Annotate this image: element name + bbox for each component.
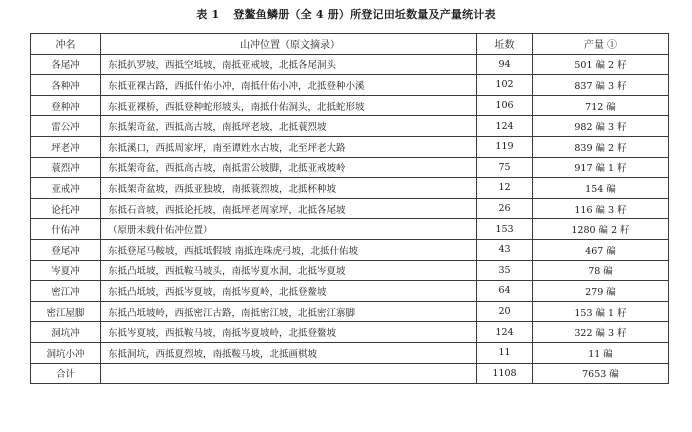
- cell-name: 各种冲: [31, 75, 101, 96]
- cell-output: 467 碥: [533, 239, 669, 260]
- table-body: [31, 54, 669, 384]
- total-cell-output: 7653 碥: [533, 363, 669, 384]
- cell-location: 东抵凸坻坡岭，西抵密江古路，南抵密江坡，北抵密江寨脚: [101, 301, 477, 322]
- table-row: [31, 157, 669, 178]
- table-row: [31, 178, 669, 199]
- cell-location: 东抵架奇盆坡，西抵亚独坡，南抵蓑烈坡，北抵杯种坡: [101, 178, 477, 199]
- cell-count: 43: [477, 239, 533, 260]
- cell-name: 密江屋脚: [31, 301, 101, 322]
- cell-count: 35: [477, 260, 533, 281]
- table-row: [31, 219, 669, 240]
- cell-output: 153 碥 1 籽: [533, 301, 669, 322]
- cell-location: 东抵石音坡，西抵论托坡，南抵坪老周家坪，北抵各尾坡: [101, 198, 477, 219]
- cell-count: 11: [477, 342, 533, 363]
- table-row: [31, 95, 669, 116]
- cell-count: 153: [477, 219, 533, 240]
- cell-output: 501 碥 2 籽: [533, 54, 669, 75]
- table-row: [31, 322, 669, 343]
- total-row: [31, 363, 669, 384]
- cell-location: 东抵凸坻坡，西抵岑夏坡，南抵岑夏岭，北抵登鳌坡: [101, 281, 477, 302]
- cell-location: 东抵洞坑，西抵夏烈坡，南抵鞍马坡，北抵画棋坡: [101, 342, 477, 363]
- cell-output: 279 碥: [533, 281, 669, 302]
- cell-count: 124: [477, 116, 533, 137]
- cell-count: 12: [477, 178, 533, 199]
- cell-count: 64: [477, 281, 533, 302]
- cell-location: 东抵架奇盆，西抵高古坡，南抵坪老坡，北抵蓑烈坡: [101, 116, 477, 137]
- header-output: 产量 ①: [533, 34, 669, 55]
- cell-output: 982 碥 3 籽: [533, 116, 669, 137]
- table-row: [31, 136, 669, 157]
- table-row: [31, 198, 669, 219]
- cell-location: 东抵岑夏坡，西抵鞍马坡，南抵岑夏坡岭，北抵登鳌坡: [101, 322, 477, 343]
- cell-name: 登种冲: [31, 95, 101, 116]
- table-row: [31, 301, 669, 322]
- cell-output: 839 碥 2 籽: [533, 136, 669, 157]
- table-row: [31, 281, 669, 302]
- table-row: [31, 75, 669, 96]
- header-count: 坵数: [477, 34, 533, 55]
- cell-output: 11 碥: [533, 342, 669, 363]
- cell-location: 东抵扒罗坡，西抵空坻坡，南抵亚戒坡，北抵各尾洞头: [101, 54, 477, 75]
- cell-name: 岑夏冲: [31, 260, 101, 281]
- cell-output: 154 碥: [533, 178, 669, 199]
- cell-location: 东抵凸坻坡，西抵鞍马坡头，南抵岑夏水洞，北抵岑夏坡: [101, 260, 477, 281]
- cell-count: 94: [477, 54, 533, 75]
- cell-location: 东抵亚裸桥，西抵登种蛇形坡头，南抵什佑洞头，北抵蛇形坡: [101, 95, 477, 116]
- cell-name: 论托冲: [31, 198, 101, 219]
- table-row: [31, 54, 669, 75]
- cell-name: 洞坑小冲: [31, 342, 101, 363]
- cell-name: 蓑烈冲: [31, 157, 101, 178]
- cell-location: 东抵亚裸古路，西抵什佑小冲，南抵什佑小冲，北抵登种小溪: [101, 75, 477, 96]
- cell-output: 116 碥 3 籽: [533, 198, 669, 219]
- cell-name: 什佑冲: [31, 219, 101, 240]
- cell-name: 洞坑冲: [31, 322, 101, 343]
- cell-location: （原册未载什佑冲位置）: [101, 219, 477, 240]
- cell-count: 106: [477, 95, 533, 116]
- cell-name: 密江冲: [31, 281, 101, 302]
- table-row: [31, 260, 669, 281]
- cell-location: 东抵架奇盆，西抵高古坡，南抵雷公坡脚，北抵亚戒坡岭: [101, 157, 477, 178]
- cell-name: 雷公冲: [31, 116, 101, 137]
- cell-name: 亚戒冲: [31, 178, 101, 199]
- header-location: 山冲位置（原文摘录）: [101, 34, 477, 55]
- cell-count: 119: [477, 136, 533, 157]
- cell-count: 75: [477, 157, 533, 178]
- cell-output: 322 碥 3 籽: [533, 322, 669, 343]
- cell-location: 东抵溪口，西抵周家坪，南至谭姓水古坡，北至坪老大路: [101, 136, 477, 157]
- cell-count: 124: [477, 322, 533, 343]
- table-row: [31, 239, 669, 260]
- header-name: 冲名: [31, 34, 101, 55]
- header-row: [31, 34, 669, 55]
- table-caption: [0, 6, 692, 22]
- caption-label: 表 1: [196, 8, 220, 21]
- total-cell-name: 合计: [31, 363, 101, 384]
- statistics-table: [30, 33, 669, 384]
- cell-output: 712 碥: [533, 95, 669, 116]
- caption-title: 登鳌鱼鳞册（全 4 册）所登记田坵数量及产量统计表: [233, 8, 496, 21]
- table-row: [31, 342, 669, 363]
- table-row: [31, 116, 669, 137]
- cell-name: 各尾冲: [31, 54, 101, 75]
- cell-count: 102: [477, 75, 533, 96]
- total-cell-location: [101, 363, 477, 384]
- cell-location: 东抵登尾马鞍坡，西抵坻假坡 南抵连珠虎弓坡，北抵什佑坡: [101, 239, 477, 260]
- cell-name: 坪老冲: [31, 136, 101, 157]
- cell-name: 登尾冲: [31, 239, 101, 260]
- cell-output: 837 碥 3 籽: [533, 75, 669, 96]
- cell-count: 26: [477, 198, 533, 219]
- cell-output: 917 碥 1 籽: [533, 157, 669, 178]
- cell-count: 20: [477, 301, 533, 322]
- cell-output: 1280 碥 2 籽: [533, 219, 669, 240]
- total-cell-count: 1108: [477, 363, 533, 384]
- cell-output: 78 碥: [533, 260, 669, 281]
